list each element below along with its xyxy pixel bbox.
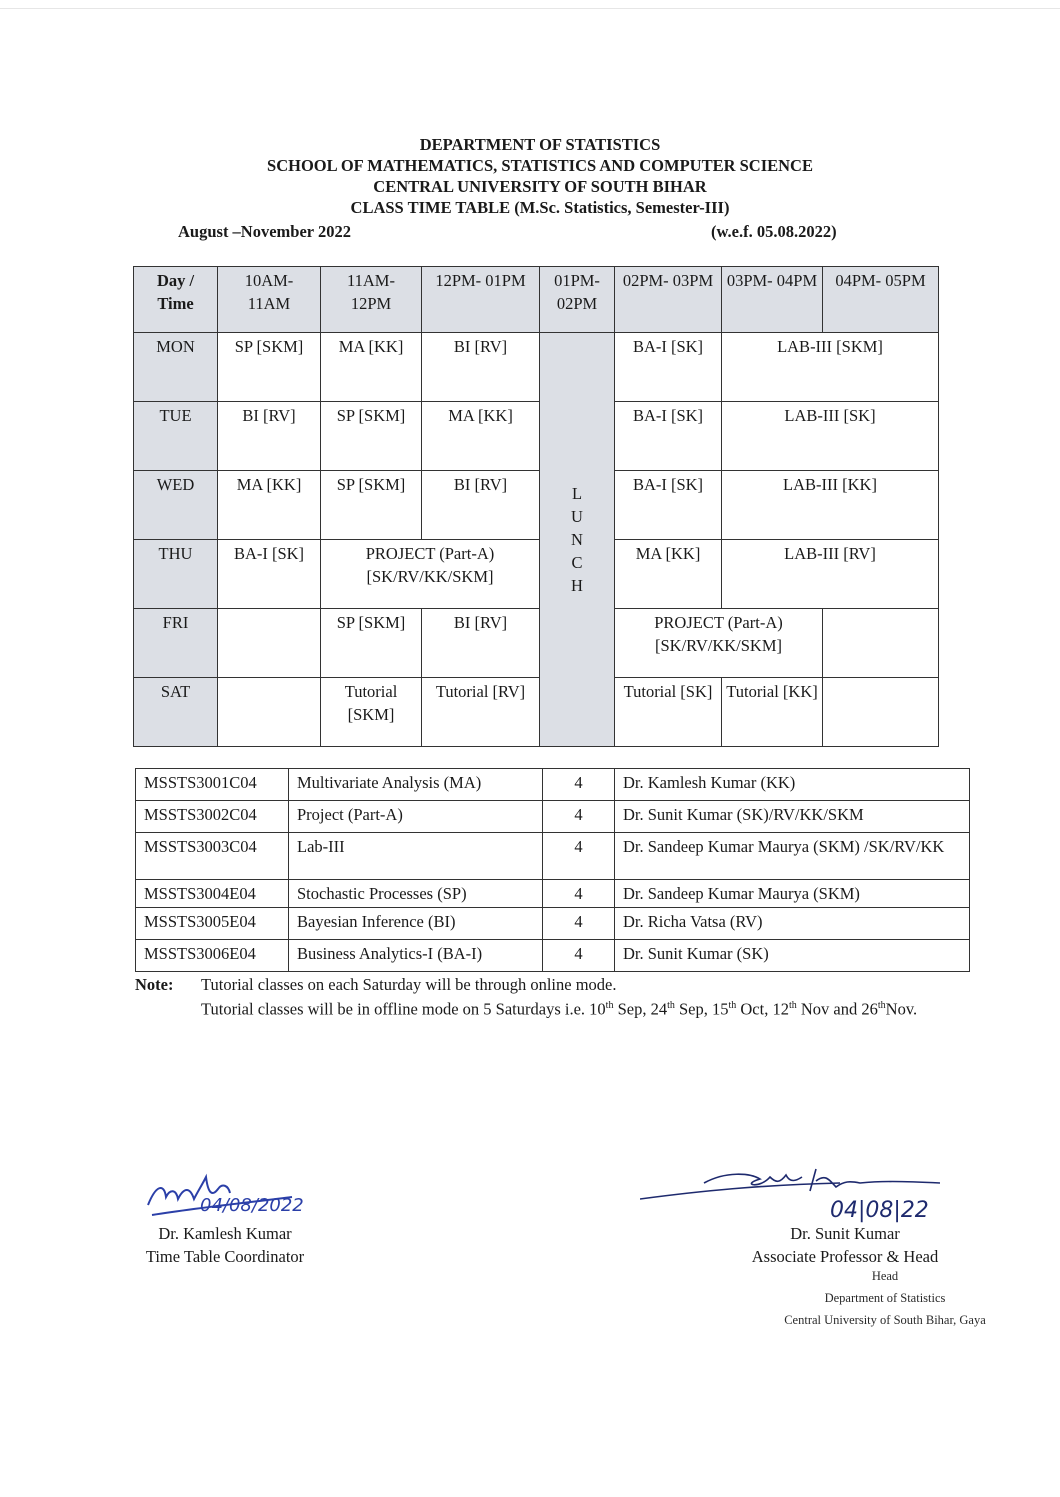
course-credits: 4 — [543, 769, 615, 801]
slot-cell: LAB-III [SKM] — [722, 333, 939, 402]
slot-cell: Tutorial [KK] — [722, 678, 823, 747]
head-signature — [640, 1163, 990, 1225]
university-title: CENTRAL UNIVERSITY OF SOUTH BIHAR — [373, 177, 707, 196]
coordinator-signature — [142, 1163, 372, 1225]
header-11am: 11AM- 12PM — [321, 267, 422, 333]
svg-text:04|08|22: 04|08|22 — [830, 1198, 929, 1223]
course-name: Lab-III — [289, 833, 543, 880]
course-faculty: Dr. Sunit Kumar (SK)/RV/KK/SKM — [615, 801, 970, 833]
school-title: SCHOOL OF MATHEMATICS, STATISTICS AND COMPUTER SCIENCE — [267, 156, 813, 175]
stamp-line: Department of Statistics — [824, 1291, 946, 1305]
slot-cell: LAB-III [KK] — [722, 471, 939, 540]
slot-cell: SP [SKM] — [321, 471, 422, 540]
course-credits: 4 — [543, 908, 615, 940]
document-header — [0, 134, 1060, 218]
table-row — [136, 880, 970, 908]
slot-cell: Tutorial [RV] — [422, 678, 540, 747]
course-credits: 4 — [543, 833, 615, 880]
day-cell-fri: FRI — [134, 609, 218, 678]
head-name: Dr. Sunit Kumar — [790, 1224, 900, 1243]
course-table — [135, 768, 970, 972]
table-row — [136, 940, 970, 972]
coordinator-title: Time Table Coordinator — [145, 1247, 305, 1266]
header-01pm: 01PM- 02PM — [540, 267, 615, 333]
timetable-title: CLASS TIME TABLE (M.Sc. Statistics, Semester-III) — [350, 198, 730, 217]
slot-cell: PROJECT (Part-A) [SK/RV/KK/SKM] — [321, 540, 540, 609]
slot-cell: BI [RV] — [422, 333, 540, 402]
day-cell-wed: WED — [134, 471, 218, 540]
table-row — [134, 540, 939, 609]
slot-cell — [218, 678, 321, 747]
course-code: MSSTS3001C04 — [136, 769, 289, 801]
table-row — [136, 801, 970, 833]
note-line-offline: Tutorial classes will be in offline mode on 5 Saturdays i.e. 10th Sep, 24th Sep, 15th Oct, 12th Nov and 26thNov. — [201, 999, 918, 1019]
lunch-label: LUNCH — [571, 484, 583, 595]
table-row — [136, 833, 970, 880]
course-code: MSSTS3003C04 — [136, 833, 289, 880]
day-cell-tue: TUE — [134, 402, 218, 471]
slot-cell: MA [KK] — [321, 333, 422, 402]
day-cell-sat: SAT — [134, 678, 218, 747]
course-name: Multivariate Analysis (MA) — [289, 769, 543, 801]
table-row — [136, 769, 970, 801]
stamp-line: Central University of South Bihar, Gaya — [784, 1313, 986, 1327]
course-faculty: Dr. Sandeep Kumar Maurya (SKM) /SK/RV/KK — [615, 833, 970, 880]
course-code: MSSTS3004E04 — [136, 880, 289, 908]
coordinator-name: Dr. Kamlesh Kumar — [158, 1224, 292, 1243]
course-faculty: Dr. Sunit Kumar (SK) — [615, 940, 970, 972]
slot-cell: LAB-III [SK] — [722, 402, 939, 471]
table-row — [134, 471, 939, 540]
slot-cell — [218, 609, 321, 678]
slot-cell: BA-I [SK] — [615, 333, 722, 402]
day-cell-thu: THU — [134, 540, 218, 609]
stamp-line: Head — [871, 1269, 899, 1283]
slot-cell: BI [RV] — [422, 471, 540, 540]
course-name: Stochastic Processes (SP) — [289, 880, 543, 908]
note-line-online: Tutorial classes on each Saturday will be through online mode. — [201, 975, 617, 994]
slot-cell: Tutorial [SKM] — [321, 678, 422, 747]
slot-cell: BI [RV] — [422, 609, 540, 678]
header-04pm: 04PM- 05PM — [823, 267, 939, 333]
header-10am: 10AM- 11AM — [218, 267, 321, 333]
table-row — [134, 609, 939, 678]
slot-cell: MA [KK] — [615, 540, 722, 609]
header-day-time: Day / Time — [134, 267, 218, 333]
slot-cell — [823, 678, 939, 747]
term-label: August –November 2022 — [178, 222, 351, 241]
effective-date: (w.e.f. 05.08.2022) — [711, 222, 837, 241]
course-faculty: Dr. Sandeep Kumar Maurya (SKM) — [615, 880, 970, 908]
day-cell-mon: MON — [134, 333, 218, 402]
table-row — [134, 333, 939, 402]
table-row — [136, 908, 970, 940]
course-code: MSSTS3006E04 — [136, 940, 289, 972]
head-title: Associate Professor & Head — [751, 1247, 939, 1266]
course-name: Business Analytics-I (BA-I) — [289, 940, 543, 972]
note-label: Note: — [135, 975, 174, 994]
slot-cell: BI [RV] — [218, 402, 321, 471]
timetable-header-row — [134, 267, 939, 333]
header-03pm: 03PM- 04PM — [722, 267, 823, 333]
lunch-break-cell — [540, 333, 615, 747]
slot-cell: BA-I [SK] — [615, 402, 722, 471]
coordinator-block — [120, 1222, 330, 1268]
table-row — [134, 678, 939, 747]
page-top-rule — [0, 8, 1060, 9]
slot-cell: Tutorial [SK] — [615, 678, 722, 747]
slot-cell: PROJECT (Part-A) [SK/RV/KK/SKM] — [615, 609, 823, 678]
head-block — [720, 1222, 970, 1268]
course-name: Project (Part-A) — [289, 801, 543, 833]
header-12pm: 12PM- 01PM — [422, 267, 540, 333]
slot-cell: MA [KK] — [218, 471, 321, 540]
slot-cell: SP [SKM] — [321, 402, 422, 471]
course-credits: 4 — [543, 801, 615, 833]
course-name: Bayesian Inference (BI) — [289, 908, 543, 940]
slot-cell: BA-I [SK] — [615, 471, 722, 540]
slot-cell: SP [SKM] — [321, 609, 422, 678]
course-credits: 4 — [543, 880, 615, 908]
course-code: MSSTS3002C04 — [136, 801, 289, 833]
slot-cell: BA-I [SK] — [218, 540, 321, 609]
course-code: MSSTS3005E04 — [136, 908, 289, 940]
table-row — [134, 402, 939, 471]
slot-cell: MA [KK] — [422, 402, 540, 471]
slot-cell: LAB-III [RV] — [722, 540, 939, 609]
department-stamp — [755, 1265, 1015, 1331]
slot-cell — [823, 609, 939, 678]
slot-cell: SP [SKM] — [218, 333, 321, 402]
svg-text:04/08/2022: 04/08/2022 — [200, 1195, 304, 1216]
course-credits: 4 — [543, 940, 615, 972]
course-faculty: Dr. Richa Vatsa (RV) — [615, 908, 970, 940]
timetable — [133, 266, 939, 747]
header-02pm: 02PM- 03PM — [615, 267, 722, 333]
department-title: DEPARTMENT OF STATISTICS — [419, 135, 661, 154]
course-faculty: Dr. Kamlesh Kumar (KK) — [615, 769, 970, 801]
